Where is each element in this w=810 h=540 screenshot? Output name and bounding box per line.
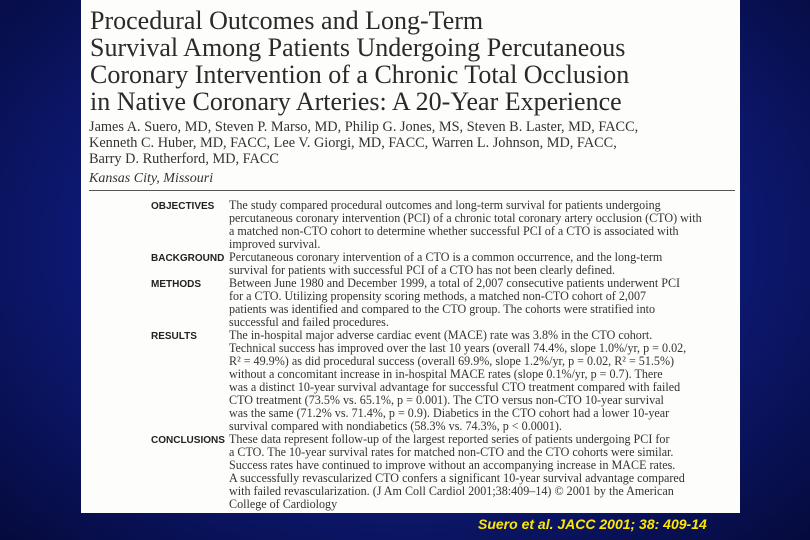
body-line: R² = 49.9%) as did procedural success (overall 69.9%, slope 1.2%/yr, p = 0.02, R² = 51.5%)	[229, 354, 675, 368]
body-line: Between June 1980 and December 1999, a total of 2,007 consecutive patients underwent PCI	[229, 276, 681, 290]
body-line: improved survival.	[229, 237, 321, 251]
body-line: patients was identified and compared to the CTO group. The cohorts were stratified into	[229, 302, 656, 316]
body-line: percutaneous coronary intervention (PCI) of a chronic total coronary artery occlusion (CTO) with	[229, 211, 702, 225]
section-label: CONCLUSIONS	[151, 435, 225, 446]
body-line: was the same (71.2% vs. 71.4%, p = 0.9). Diabetics in the CTO cohort had a lower 10-year	[229, 406, 670, 420]
body-line: successful and failed procedures.	[229, 315, 389, 329]
body-line: The study compared procedural outcomes and long-term survival for patients undergoing	[229, 198, 661, 212]
body-line: without a concomitant increase in in-hospital MACE rates (slope 0.1%/yr, p = 0.7). There	[229, 367, 663, 381]
paper-page	[81, 0, 740, 513]
author-list	[89, 119, 729, 167]
body-line: was a distinct 10-year survival advantage for successful CTO treatment compared with failed	[229, 380, 681, 394]
section-body	[229, 251, 739, 277]
body-line: These data represent follow-up of the largest reported series of patients undergoing PCI for	[229, 432, 670, 446]
author-line: Barry D. Rutherford, MD, FACC	[89, 151, 279, 167]
section-body	[229, 199, 739, 251]
section-label: OBJECTIVES	[151, 201, 215, 212]
body-line: CTO treatment (73.5% vs. 65.1%, p = 0.001). The CTO versus non-CTO 10-year survival	[229, 393, 664, 407]
divider-rule	[89, 190, 735, 191]
body-line: Percutaneous coronary intervention of a CTO is a common occurrence, and the long-term	[229, 250, 663, 264]
body-line: for a CTO. Utilizing propensity scoring methods, a matched non-CTO cohort of 2,007	[229, 289, 647, 303]
body-line: a CTO. The 10-year survival rates for matched non-CTO and the CTO cohorts were similar.	[229, 445, 674, 459]
section-label: BACKGROUND	[151, 253, 225, 264]
body-line: with failed revascularization. (J Am Coll Cardiol 2001;38:409–14) © 2001 by the American	[229, 484, 674, 498]
section-label: METHODS	[151, 279, 201, 290]
article-title	[90, 7, 730, 115]
body-line: Success rates have continued to improve without an accompanying increase in MACE rates.	[229, 458, 676, 472]
body-line: a matched non-CTO cohort to determine whether successful PCI of a CTO is associated with	[229, 224, 679, 238]
affiliation: Kansas City, Missouri	[89, 171, 214, 186]
body-line: The in-hospital major adverse cardiac event (MACE) rate was 3.8% in the CTO cohort.	[229, 328, 653, 342]
section-label: RESULTS	[151, 331, 197, 342]
body-line: survival for patients with successful PCI of a CTO has not been clearly defined.	[229, 263, 616, 277]
title-line: Survival Among Patients Undergoing Percutaneous	[90, 33, 626, 62]
title-line: Coronary Intervention of a Chronic Total Occlusion	[90, 60, 630, 89]
body-line: Technical success has improved over the last 10 years (overall 74.4%, slope 1.0%/yr, p = 0.02,	[229, 341, 687, 355]
section-body	[229, 329, 739, 433]
section-body	[229, 433, 739, 511]
title-line: Procedural Outcomes and Long-Term	[90, 6, 484, 35]
body-line: A successfully revascularized CTO confers a significant 10-year survival advantage compared	[229, 471, 685, 485]
section-body	[229, 277, 739, 329]
author-line: Kenneth C. Huber, MD, FACC, Lee V. Giorgi, MD, FACC, Warren L. Johnson, MD, FACC,	[89, 135, 617, 151]
author-line: James A. Suero, MD, Steven P. Marso, MD, Philip G. Jones, MS, Steven B. Laster, MD, FACC,	[89, 119, 639, 135]
body-line: survival compared with nondiabetics (58.3% vs. 74.3%, p < 0.0001).	[229, 419, 562, 433]
body-line: College of Cardiology	[229, 497, 338, 511]
title-line: in Native Coronary Arteries: A 20-Year Experience	[90, 87, 622, 116]
citation-caption: Suero et al. JACC 2001; 38: 409-14	[478, 516, 707, 532]
